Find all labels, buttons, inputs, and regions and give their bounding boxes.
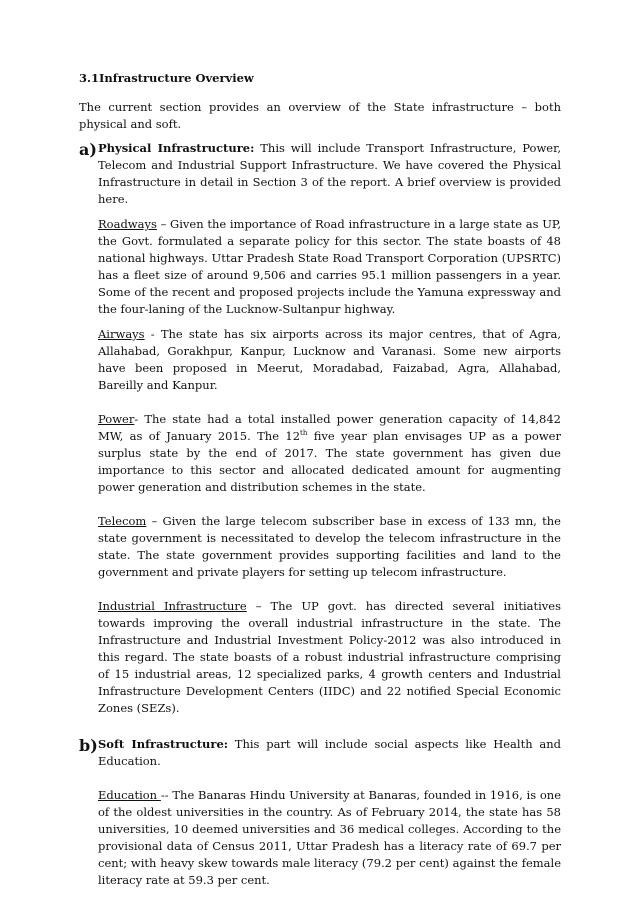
soft-lead: Soft Infrastructure: bbox=[98, 737, 229, 751]
education-label: Education bbox=[98, 788, 161, 802]
physical-text: This will include Transport Infrastructure, Power, Telecom and Industrial Support Infrastructure. We have covered the Physical Infrastructure in detail in Section 3 of the report. A brief overview is provided here. bbox=[98, 141, 561, 206]
list-marker-a: a) bbox=[79, 140, 97, 159]
soft-infrastructure-section bbox=[79, 736, 561, 889]
airways-label: Airways bbox=[98, 327, 145, 341]
intro-paragraph: The current section provides an overview of the State infrastructure – both physical and soft. bbox=[79, 100, 561, 131]
physical-lead: Physical Infrastructure: bbox=[98, 141, 255, 155]
power-text-before: - The state had a total installed power generation capacity of 14,842 MW, as of January 2015. The 12 bbox=[98, 412, 561, 443]
telecom-text: – Given the large telecom subscriber base in excess of 133 mn, the state government is necessitated to develop the telecom infrastructure in the state. The state government provides supporting facilities and land to the government and private players for setting up telecom infrastructure. bbox=[98, 514, 561, 579]
physical-intro bbox=[98, 140, 561, 208]
airways-paragraph bbox=[98, 326, 561, 394]
roadways-paragraph bbox=[98, 216, 561, 318]
industrial-paragraph bbox=[98, 598, 561, 717]
roadways-label: Roadways bbox=[98, 217, 157, 231]
airways-text: - The state has six airports across its major centres, that of Agra, Allahabad, Gorakhpur, Kanpur, Lucknow and Varanasi. Some new airports have been proposed in Meerut, Moradabad, Faizabad, Agra, Allahabad, Bareilly and Kanpur. bbox=[98, 327, 561, 392]
industrial-label: Industrial Infrastructure bbox=[98, 599, 247, 613]
physical-infrastructure-section bbox=[79, 140, 561, 717]
education-text: -- The Banaras Hindu University at Banaras, founded in 1916, is one of the oldest universities in the country. As of February 2014, the state has 58 universities, 10 deemed universities and 36 medical colleges. According to the provisional data of Census 2011, Uttar Pradesh has a literacy rate of 69.7 per cent; with heavy skew towards male literacy (79.2 per cent) against the female literacy rate at 59.3 per cent. bbox=[98, 788, 562, 887]
telecom-paragraph bbox=[98, 513, 561, 581]
roadways-text: – Given the importance of Road infrastructure in a large state as UP, the Govt. formulated a separate policy for this sector. The state boasts of 48 national highways. Uttar Pradesh State Road Transport Corporation (UPSRTC) has a fleet size of around 9,506 and carries 95.1 million passengers in a year. Some of the recent and proposed projects include the Yamuna expressway and the four-laning of the Lucknow-Sultanpur highway. bbox=[98, 217, 561, 316]
soft-intro bbox=[98, 736, 561, 770]
telecom-label: Telecom bbox=[98, 514, 147, 528]
education-paragraph bbox=[98, 787, 561, 889]
power-paragraph bbox=[98, 411, 561, 496]
power-text-after: five year plan envisages UP as a power surplus state by the end of 2017. The state government has given due importance to this sector and allocated dedicated amount for augmenting power generation and distribution schemes in the state. bbox=[98, 429, 561, 494]
soft-text: This part will include social aspects like Health and Education. bbox=[98, 737, 561, 768]
section-heading: 3.1Infrastructure Overview bbox=[79, 71, 254, 85]
list-marker-b: b) bbox=[79, 736, 98, 755]
document-page bbox=[79, 70, 561, 889]
power-superscript: th bbox=[300, 429, 308, 438]
power-label: Power bbox=[98, 412, 135, 426]
industrial-text: – The UP govt. has directed several initiatives towards improving the overall industrial infrastructure in the state. The Infrastructure and Industrial Investment Policy-2012 was also introduced in this regard. The state boasts of a robust industrial infrastructure comprising of 15 industrial areas, 12 specialized parks, 4 growth centers and Industrial Infrastructure Development Centers (IIDC) and 22 notified Special Economic Zones (SEZs). bbox=[98, 599, 561, 715]
